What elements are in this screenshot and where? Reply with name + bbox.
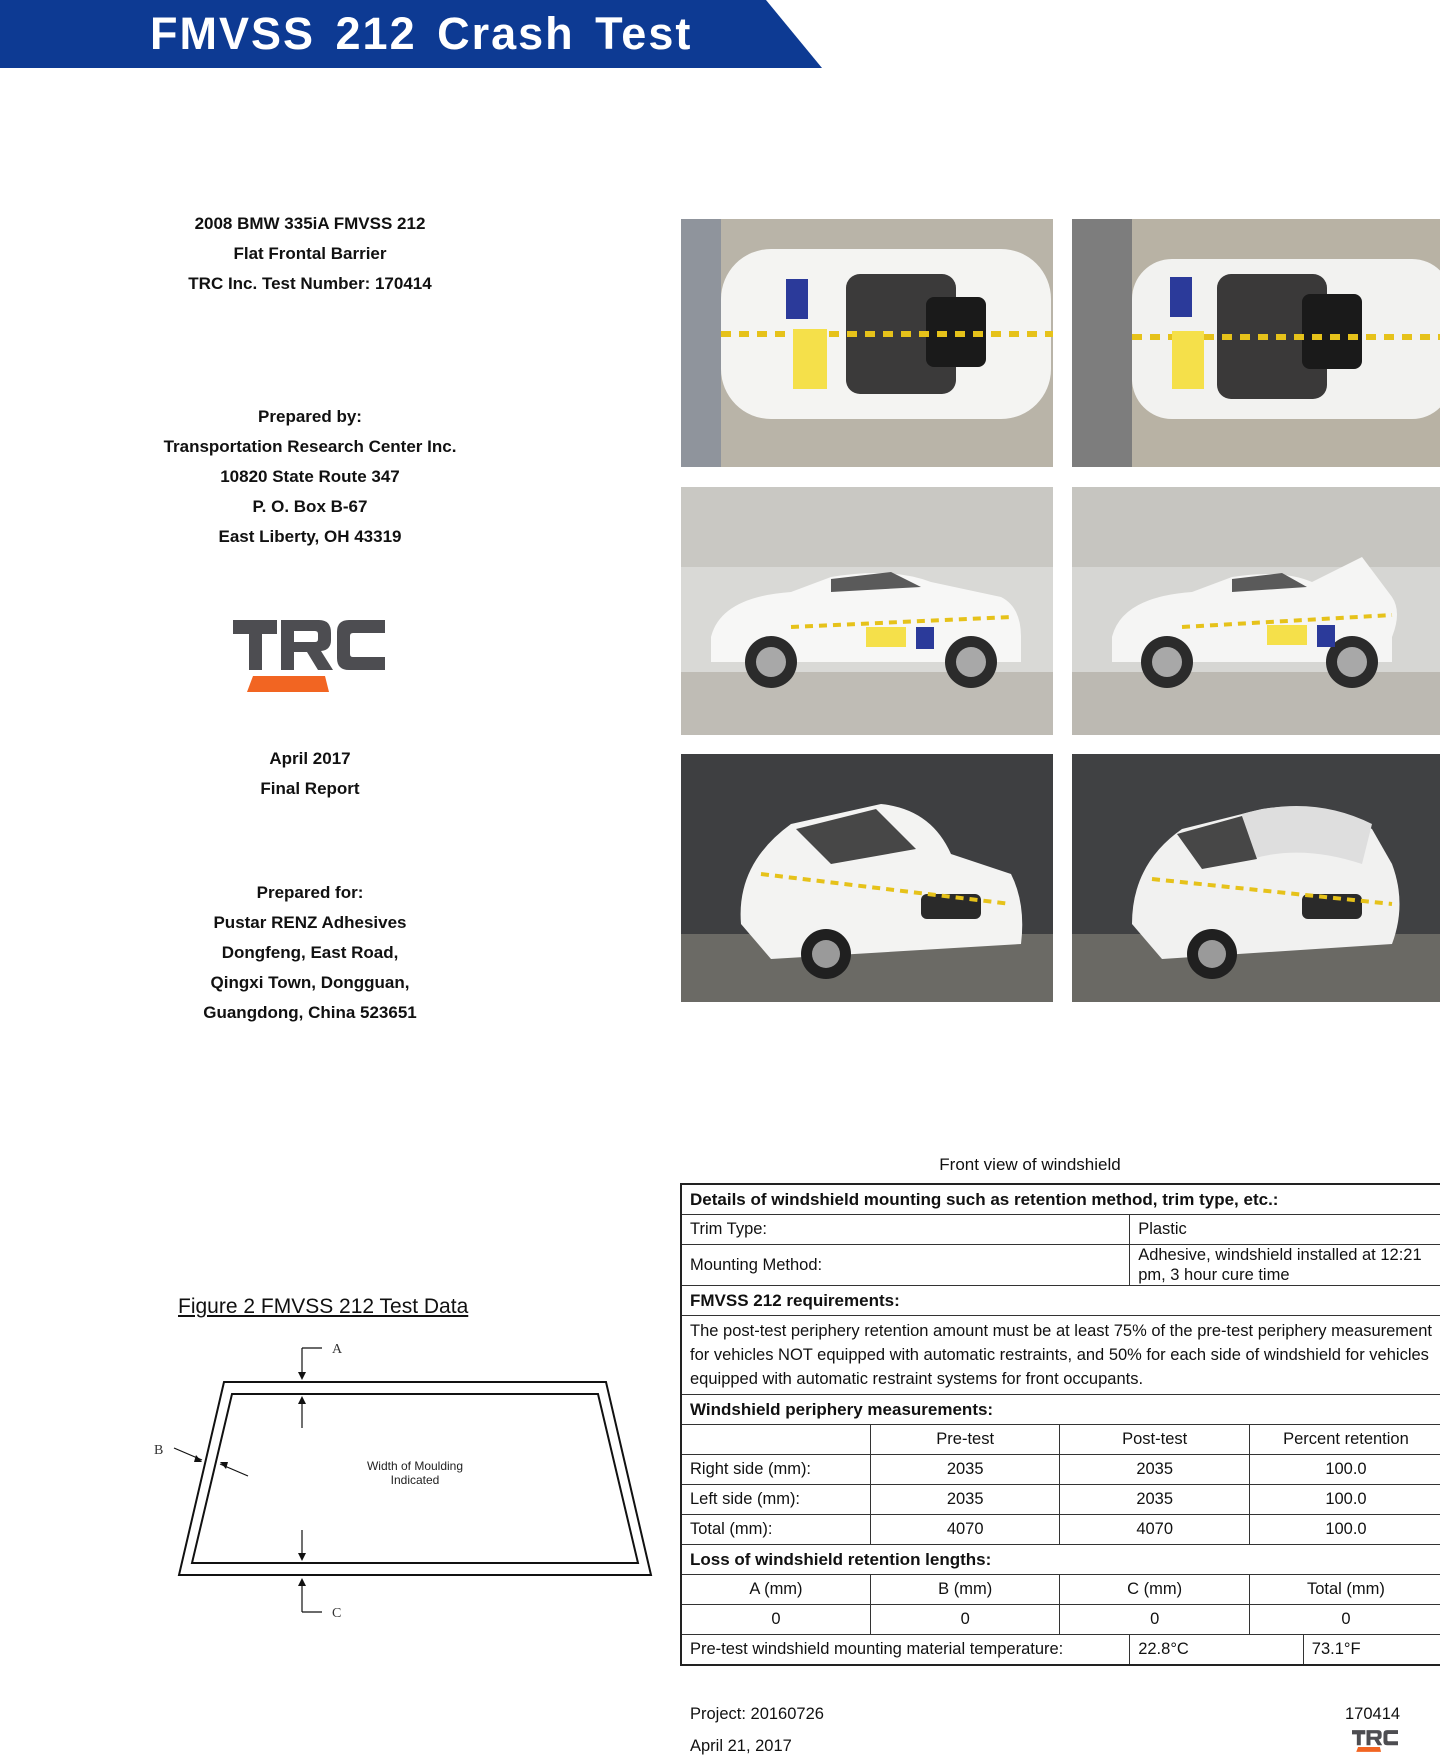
loss-b-value: 0 xyxy=(870,1605,1059,1635)
photo-side-pre-test xyxy=(681,487,1053,735)
photo-front-pre-test xyxy=(681,754,1053,1002)
prepared-for-label: Prepared for: xyxy=(256,883,364,902)
pre-test-value: 4070 xyxy=(870,1515,1059,1545)
vehicle-info xyxy=(100,209,520,299)
temperature-label: Pre-test windshield mounting material temperature: xyxy=(681,1635,1130,1666)
temperature-celsius: 22.8°C xyxy=(1130,1635,1304,1666)
row-label: Left side (mm): xyxy=(681,1485,870,1515)
loss-header: Loss of windshield retention lengths: xyxy=(681,1545,1440,1575)
row-label: Right side (mm): xyxy=(681,1455,870,1485)
loss-col-header: A (mm) xyxy=(681,1575,870,1605)
photo-top-post-test xyxy=(1072,219,1440,467)
loss-col-header: C (mm) xyxy=(1060,1575,1250,1605)
prepared-for-line: Dongfeng, East Road, xyxy=(221,943,399,962)
row-label: Total (mm): xyxy=(681,1515,870,1545)
footer-trc-logo xyxy=(1352,1730,1398,1752)
footer-date: April 21, 2017 xyxy=(690,1737,792,1755)
footer-test-number: 170414 xyxy=(1345,1705,1401,1723)
post-test-value: 2035 xyxy=(1060,1485,1250,1515)
post-test-value: 4070 xyxy=(1060,1515,1250,1545)
mounting-label: Mounting Method: xyxy=(681,1245,1130,1286)
windshield-data-table xyxy=(680,1183,1440,1666)
periphery-header: Windshield periphery measurements: xyxy=(681,1395,1440,1425)
footer-project: Project: 20160726 xyxy=(690,1705,824,1723)
periphery-col-header: Percent retention xyxy=(1249,1425,1440,1455)
prepared-by-line: Transportation Research Center Inc. xyxy=(163,437,457,456)
requirements-header: FMVSS 212 requirements: xyxy=(681,1286,1440,1316)
trc-logo xyxy=(233,620,385,692)
pre-test-value: 2035 xyxy=(870,1455,1059,1485)
table-row xyxy=(681,1515,1440,1545)
prepared-by-label: Prepared by: xyxy=(258,407,362,426)
details-header: Details of windshield mounting such as retention method, trim type, etc.: xyxy=(681,1184,1440,1215)
periphery-col-header xyxy=(681,1425,870,1455)
retention-value: 100.0 xyxy=(1249,1515,1440,1545)
temperature-fahrenheit: 73.1°F xyxy=(1303,1635,1440,1666)
table-row xyxy=(681,1485,1440,1515)
loss-a-value: 0 xyxy=(681,1605,870,1635)
prepared-for-line: Guangdong, China 523651 xyxy=(203,1003,417,1022)
table-row xyxy=(681,1455,1440,1485)
prepared-for-line: Qingxi Town, Dongguan, xyxy=(210,973,410,992)
prepared-by-line: P. O. Box B-67 xyxy=(252,497,368,516)
loss-col-header: B (mm) xyxy=(870,1575,1059,1605)
report-date-block xyxy=(100,744,520,804)
requirements-text: The post-test periphery retention amount must be at least 75% of the pre-test periphery measurement for vehicles NOT equipped with automatic restraints, and 50% for each side of windshield for vehicles equipped with automatic restraint systems for front occupants. xyxy=(681,1316,1440,1395)
trim-value: Plastic xyxy=(1130,1215,1440,1245)
loss-c-value: 0 xyxy=(1060,1605,1250,1635)
retention-value: 100.0 xyxy=(1249,1485,1440,1515)
mounting-value: Adhesive, windshield installed at 12:21 pm, 3 hour cure time xyxy=(1130,1245,1440,1286)
photo-side-post-test xyxy=(1072,487,1440,735)
vehicle-model: 2008 BMW 335iA FMVSS 212 xyxy=(194,214,426,233)
moulding-label-2: Indicated xyxy=(390,1473,440,1487)
report-date: April 2017 xyxy=(269,749,351,768)
periphery-col-header: Pre-test xyxy=(870,1425,1059,1455)
table-caption: Front view of windshield xyxy=(939,1155,1121,1174)
prepared-by-line: 10820 State Route 347 xyxy=(220,467,400,486)
prepared-by-line: East Liberty, OH 43319 xyxy=(218,527,402,546)
report-type: Final Report xyxy=(260,779,360,798)
loss-col-header: Total (mm) xyxy=(1249,1575,1440,1605)
moulding-label: Width of Moulding xyxy=(366,1459,464,1473)
post-test-value: 2035 xyxy=(1060,1455,1250,1485)
label-a: A xyxy=(332,1342,343,1357)
photo-top-pre-test xyxy=(681,219,1053,467)
windshield-diagram xyxy=(140,1330,660,1620)
loss-total-value: 0 xyxy=(1249,1605,1440,1635)
label-c: C xyxy=(332,1606,342,1620)
pre-test-value: 2035 xyxy=(870,1485,1059,1515)
trim-label: Trim Type: xyxy=(681,1215,1130,1245)
figure-title: Figure 2 FMVSS 212 Test Data xyxy=(178,1295,469,1318)
label-b: B xyxy=(154,1443,164,1458)
prepared-by-block xyxy=(100,402,520,552)
retention-value: 100.0 xyxy=(1249,1455,1440,1485)
periphery-col-header: Post-test xyxy=(1060,1425,1250,1455)
table-row xyxy=(681,1605,1440,1635)
test-number: TRC Inc. Test Number: 170414 xyxy=(188,274,432,293)
prepared-for-line: Pustar RENZ Adhesives xyxy=(213,913,407,932)
photo-front-post-test xyxy=(1072,754,1440,1002)
report-title: FMVSS 212 Crash Test xyxy=(150,8,693,59)
barrier-type: Flat Frontal Barrier xyxy=(233,244,387,263)
prepared-for-block xyxy=(100,878,520,1028)
